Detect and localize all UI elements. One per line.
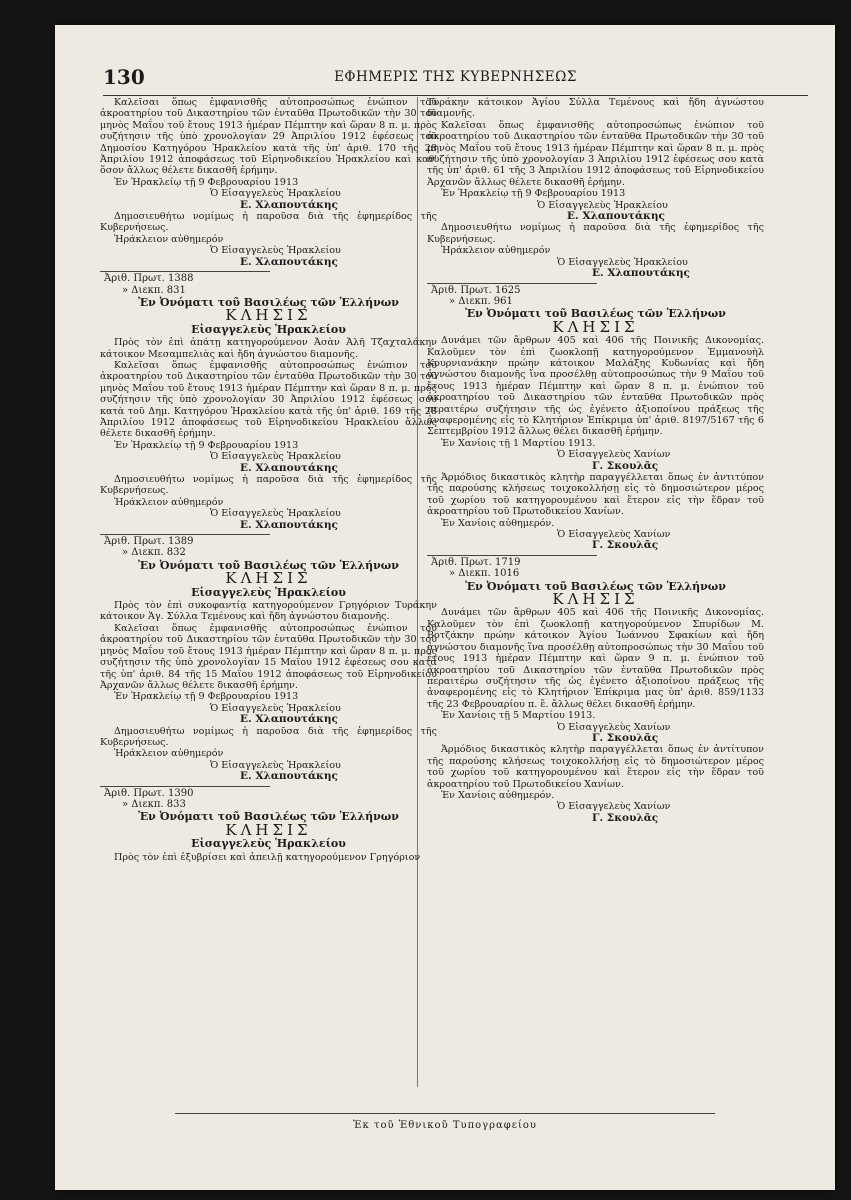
protocol-number: Ἀριθ. Πρωτ. 1390 xyxy=(104,787,194,799)
notice-paragraph: Τυράκην κάτοικον Ἁγίου Σύλλα Τεμένους καὶ ἤδη ἀγνώστου διαμονῆς. xyxy=(427,97,764,120)
dateline: Ἐν Ἡρακλείῳ τῇ 9 Φεβρουαρίου 1913 xyxy=(114,691,299,703)
summons-heading: ΚΛΗΣΙΣ xyxy=(225,306,312,325)
signature-name: Γ. Σκουλᾶς xyxy=(592,731,659,744)
signature-title: Ὁ Εἰσαγγελεὺς Ἡρακλείου xyxy=(210,245,341,257)
invocation-heading: Ἐν Ὀνόματι τοῦ Βασιλέως τῶν Ἑλλήνων xyxy=(138,810,399,824)
notice-paragraph: Ἁρμόδιος δικαστικὸς κλητὴρ παραγγέλλεται ὅπως ἐν ἀντίτυπον τῆς παρούσης κλήσεως τοιχοκολλήσῃ εἰς τὸ δημοσιώτερον μέρος τοῦ χωρίου τοῦ κατηγορουμένου καὶ ἕτερον εἰς τὴν ἕδραν τοῦ ἀκροατηρίου τοῦ Πρωτοδικείου Χανίων. xyxy=(427,744,764,790)
dispatch-number: » Διεκπ. 1016 xyxy=(449,568,520,580)
publication-order: Δημοσιευθήτω νομίμως ἡ παροῦσα διὰ τῆς ἐφημερίδος τῆς Κυβερνήσεως. xyxy=(427,222,764,245)
issuer-heading: Εἰσαγγελεὺς Ἡρακλείου xyxy=(191,585,346,599)
notice-paragraph: Καλεῖσαι ὅπως ἐμφανισθῆς αὐτοπροσώπως ἐνώπιον τοῦ ἀκροατηρίου τοῦ Δικαστηρίου τῶν ἐνταῦθα Πρωτοδικῶν τὴν 30 τοῦ μηνὸς Μαΐου τοῦ ἔτους 1913 ἡμέραν Πέμπτην καὶ ὥραν 8 π. μ. πρὸς συζήτησιν τῆς ὑπὸ χρονολογίαν 30 Ἀπριλίου 1912 ἐφέσεως σου κατὰ τοῦ Δημ. Κατηγόρου Ἡρακλείου κατὰ τῆς ὑπ' ἀριθ. 169 τῆς 28 Ἀπριλίου 1912 ἀποφάσεως τοῦ Εἰρηνοδικείου Ἡρακλείου ἄλλως θέλετε δικασθῆ ἐρήμην. xyxy=(100,359,437,440)
protocol-number: Ἀριθ. Πρωτ. 1389 xyxy=(104,536,194,548)
dateline: Ἡράκλειον αὐθημερόν xyxy=(114,748,224,760)
dispatch-number: » Διεκπ. 831 xyxy=(122,284,186,296)
dateline: Ἐν Ἡρακλείῳ τῇ 9 Φεβρουαρίου 1913 xyxy=(441,188,626,200)
signature-name: Ε. Χλαπουτάκης xyxy=(240,518,338,531)
signature-name: Γ. Σκουλᾶς xyxy=(592,539,659,552)
dateline: Ἡράκλειον αὐθημερόν xyxy=(441,245,551,257)
dateline: Ἐν Χανίοις αὐθημερόν. xyxy=(441,789,555,801)
signature-title: Ὁ Εἰσαγγελεὺς Ἡρακλείου xyxy=(210,451,341,463)
publication-order: Δημοσιευθήτω νομίμως ἡ παροῦσα διὰ τῆς ἐφημερίδος τῆς Κυβερνήσεως. xyxy=(100,211,437,234)
issuer-heading: Εἰσαγγελεὺς Ἡρακλείου xyxy=(191,837,346,851)
separator xyxy=(100,786,270,787)
signature-name: Ε. Χλαπουτάκης xyxy=(240,461,338,474)
page-header xyxy=(103,65,808,96)
dispatch-number: » Διεκπ. 833 xyxy=(122,798,186,810)
signature-title: Ὁ Εἰσαγγελεὺς Ἡρακλείου xyxy=(210,759,341,771)
invocation-heading: Ἐν Ὀνόματι τοῦ Βασιλέως τῶν Ἑλλήνων xyxy=(465,307,726,321)
dispatch-number: » Διεκπ. 961 xyxy=(449,295,513,307)
notice-paragraph: Καλεῖσαι ὅπως ἐμφανισθῆς αὐτοπροσώπως ἐνώπιον τοῦ ἀκροατηρίου τοῦ Δικαστηρίου τῶν ἐνταῦθα Πρωτοδικῶν τὴν 30 τοῦ μηνὸς Μαΐου τοῦ ἔτους 1913 ἡμέραν Πέμπτην καὶ ὥραν 8 π. μ. πρὸς συζήτησιν τῆς ὑπὸ χρονολογίαν 29 Ἀπριλίου 1912 ἐφέσεως τοῦ Δημοσίου Κατηγόρου Ἡρακλείου κατὰ τῆς ὑπ' ἀριθ. 170 τῆς 28 Ἀπριλίου 1912 ἀποφάσεως τοῦ Εἰρηνοδικείου Ἡρακλείου καὶ καθ' ὅσον ἄλλως θέλετε δικασθῆ ἐρήμην. xyxy=(100,97,437,177)
dateline: Ἐν Χανίοις τῇ 5 Μαρτίου 1913. xyxy=(441,710,596,722)
summons-heading: ΚΛΗΣΙΣ xyxy=(225,569,312,588)
summons-heading: ΚΛΗΣΙΣ xyxy=(225,820,312,839)
signature-title: Ὁ Εἰσαγγελεὺς Χανίων xyxy=(557,721,671,733)
notice-paragraph: Καλεῖσαι ὅπως ἐμφανισθῆς αὐτοπροσώπως ἐνώπιον τοῦ ἀκροατηρίου τοῦ Δικαστηρίου τῶν ἐνταῦθα Πρωτοδικῶν τὴν 30 τοῦ μηνὸς Μαΐου τοῦ ἔτους 1913 ἡμέραν Πέμπτην καὶ ὥραν 8 π. μ. πρὸς συζήτησιν τῆς ὑπὸ χρονολογίαν 15 Μαΐου 1912 ἐφέσεως σου κατὰ τῆς ὑπ' ἀριθ. 84 τῆς 15 Μαΐου 1912 ἀποφάσεως τοῦ Εἰρηνοδικείου Ἀρχανῶν ἄλλως θέλετε δικασθῆ ἐρήμην. xyxy=(100,622,437,691)
signature-name: Γ. Σκουλᾶς xyxy=(592,811,659,824)
notice-paragraph: Ἁρμόδιος δικαστικὸς κλητὴρ παραγγέλλεται ὅπως ἐν ἀντιτύπον τῆς παρούσης κλήσεως τοιχοκολλήσῃ εἰς τὸ δημοσιώτερον μέρος τοῦ χωρίου τοῦ κατηγορουμένου καὶ ἕτερον εἰς τὴν ἕδραν τοῦ ἀκροατηρίου τοῦ Πρωτοδικείου Χανίων. xyxy=(427,472,764,518)
invocation-heading: Ἐν Ὀνόματι τοῦ Βασιλέως τῶν Ἑλλήνων xyxy=(465,579,726,593)
signature-title: Ὁ Εἰσαγγελεὺς Ἡρακλείου xyxy=(557,256,688,268)
invocation-heading: Ἐν Ὀνόματι τοῦ Βασιλέως τῶν Ἑλλήνων xyxy=(138,558,399,572)
signature-title: Ὁ Εἰσαγγελεὺς Ἡρακλείου xyxy=(210,702,341,714)
dateline: Ἡράκλειον αὐθημερόν xyxy=(114,496,224,508)
separator xyxy=(427,555,597,556)
dateline: Ἐν Ἡρακλείῳ τῇ 9 Φεβρουαρίου 1913 xyxy=(114,176,299,188)
page-number: 130 xyxy=(103,65,145,89)
publication-order: Δημοσιευθήτω νομίμως ἡ παροῦσα διὰ τῆς ἐφημερίδος τῆς Κυβερνήσεως. xyxy=(100,474,437,497)
dateline: Ἡράκλειον αὐθημερόν xyxy=(114,233,224,245)
separator xyxy=(427,283,597,284)
separator xyxy=(100,534,270,535)
signature-name: Ε. Χλαπουτάκης xyxy=(240,713,338,726)
signature-name: Ε. Χλαπουτάκης xyxy=(240,770,338,783)
notice-paragraph: Πρὸς τὸν ἐπὶ συκοφαντίᾳ κατηγορούμενον Γρηγόριον Τυράκην κάτοικον Ἁγ. Σύλλα Τεμένους καὶ ἤδη ἀγνώστου διαμονῆς. xyxy=(100,600,437,623)
left-column xyxy=(100,97,437,863)
notice-paragraph: Δυνάμει τῶν ἄρθρων 405 καὶ 406 τῆς Ποινικῆς Δικονομίας. Καλοῦμεν τὸν ἐπὶ ζωοκλοπῇ κατηγορούμενον Ἐμμανουὴλ Κουρνιανάκην πρώην κάτοικον Μαλάξης Κυδωνίας καὶ ἤδη ἀγνώστου διαμονῆς ἵνα προσέλθῃ αὐτοπροσώπως τὴν 9 Μαΐου τοῦ ἔτους 1913 ἡμέραν Πέμπτην καὶ ὥραν 8 π. μ. ἐνώπιον τοῦ ἀκροατηρίου τοῦ Δικαστηρίου τῶν ἐνταῦθα Πρωτοδικῶν πρὸς περαιτέρω συζήτησιν τῆς ὡς ἐγένετο ἀξιοποίνου πράξεως τῆς ἀναφερομένης εἰς τὸ Κλητήριον Ἐπίκριμα ὑπ' ἀριθ. 8197/5167 τῆς 6 Σεπτεμβρίου 1912 ἄλλως θέλει δικασθῆ ἐρήμην. xyxy=(427,335,764,438)
right-column xyxy=(427,97,764,824)
summons-heading: ΚΛΗΣΙΣ xyxy=(552,590,639,609)
signature-title: Ὁ Εἰσαγγελεὺς Ἡρακλείου xyxy=(537,199,668,211)
issuer-heading: Εἰσαγγελεὺς Ἡρακλείου xyxy=(191,322,346,336)
summons-heading: ΚΛΗΣΙΣ xyxy=(552,317,639,336)
publication-order: Δημοσιευθήτω νομίμως ἡ παροῦσα διὰ τῆς ἐφημερίδος τῆς Κυβερνήσεως. xyxy=(100,725,437,748)
protocol-number: Ἀριθ. Πρωτ. 1625 xyxy=(431,284,521,296)
signature-name: Ε. Χλαπουτάκης xyxy=(592,267,690,280)
signature-name: Ε. Χλαπουτάκης xyxy=(567,210,665,223)
protocol-number: Ἀριθ. Πρωτ. 1719 xyxy=(431,556,521,568)
signature-name: Γ. Σκουλᾶς xyxy=(592,459,659,472)
dispatch-number: » Διεκπ. 832 xyxy=(122,547,186,559)
separator xyxy=(100,271,270,272)
dateline: Ἐν Ἡρακλείῳ τῇ 9 Φεβρουαρίου 1913 xyxy=(114,439,299,451)
newspaper-page xyxy=(55,25,835,1190)
dateline: Ἐν Χανίοις τῇ 1 Μαρτίου 1913. xyxy=(441,437,596,449)
dateline: Ἐν Χανίοις αὐθημερόν. xyxy=(441,517,555,529)
notice-paragraph: Δυνάμει τῶν ἄρθρων 405 καὶ 406 τῆς Ποινικῆς Δικονομίας. Καλοῦμεν τὸν ἐπὶ ζωοκλοπῇ κατηγορούμενον Σπυρίδων Μ. Βοτζάκην πρώην κάτοικον Ἁγίου Ἰωάννου Σφακίων καὶ ἤδη ἀγνώστου διαμονῆς ἵνα προσέλθῃ αὐτοπροσώπως τὴν 30 Μαΐου τοῦ ἔτους 1913 ἡμέραν Πέμπτην καὶ ὥραν 9 π. μ. ἐνώπιον τοῦ ἀκροατηρίου τοῦ Δικαστηρίου τῶν ἐνταῦθα Πρωτοδικῶν πρὸς περαιτέρω συζήτησιν τῆς ὡς ἐγένετο ἀξιοποίνου πράξεως τῆς ἀναφερομένης εἰς τὸ Κλητήριον Ἐπίκριμα μας ὑπ' ἀριθ. 859/1133 τῆς 23 Φεβρουαρίου π. ἔ. ἄλλως θέλει δικασθῆ ἐρήμην. xyxy=(427,607,764,710)
printer-footer: Ἐκ τοῦ Ἐθνικοῦ Τυπογραφείου xyxy=(352,1120,537,1131)
signature-name: Ε. Χλαπουτάκης xyxy=(240,198,338,211)
notice-paragraph: Πρὸς τὸν ἐπὶ ἀπάτῃ κατηγορούμενον Ἀσὰν Ἀλῆ Τζαχταλάκην κάτοικον Μεσαμπελιὰς καὶ ἤδη ἀγνώστου διαμονῆς. xyxy=(100,337,437,360)
footer-rule xyxy=(175,1113,715,1114)
page-title: ΕΦΗΜΕΡΙΣ ΤΗΣ ΚΥΒΕΡΝΗΣΕΩΣ xyxy=(334,69,577,85)
notice-paragraph: Καλεῖσαι ὅπως ἐμφανισθῆς αὐτοπροσώπως ἐνώπιον τοῦ ἀκροατηρίου τοῦ Δικαστηρίου τῶν ἐνταῦθα Πρωτοδικῶν τὴν 30 τοῦ μηνὸς Μαΐου τοῦ ἔτους 1913 ἡμέραν Πέμπτην καὶ ὥραν 8 π. μ. πρὸς συζήτησιν τῆς ὑπὸ χρονολογίαν 3 Ἀπριλίου 1912 ἐφέσεως σου κατὰ τῆς ὑπ' ἀριθ. 61 τῆς 3 Ἀπριλίου 1912 ἀποφάσεως τοῦ Εἰρηνοδικείου Ἀρχανῶν ἄλλως θέλετε δικασθῆ ἐρήμην. xyxy=(427,119,764,188)
signature-title: Ὁ Εἰσαγγελεὺς Ἡρακλείου xyxy=(210,508,341,520)
signature-title: Ὁ Εἰσαγγελεὺς Χανίων xyxy=(557,801,671,813)
signature-title: Ὁ Εἰσαγγελεὺς Ἡρακλείου xyxy=(210,188,341,200)
signature-title: Ὁ Εἰσαγγελεὺς Χανίων xyxy=(557,449,671,461)
signature-name: Ε. Χλαπουτάκης xyxy=(240,255,338,268)
notice-paragraph: Πρὸς τὸν ἐπὶ ἐξυβρίσει καὶ ἀπειλῇ κατηγορούμενον Γρηγόριον xyxy=(114,851,421,863)
protocol-number: Ἀριθ. Πρωτ. 1388 xyxy=(104,273,194,285)
invocation-heading: Ἐν Ὀνόματι τοῦ Βασιλέως τῶν Ἑλλήνων xyxy=(138,295,399,309)
signature-title: Ὁ Εἰσαγγελεὺς Χανίων xyxy=(557,529,671,541)
